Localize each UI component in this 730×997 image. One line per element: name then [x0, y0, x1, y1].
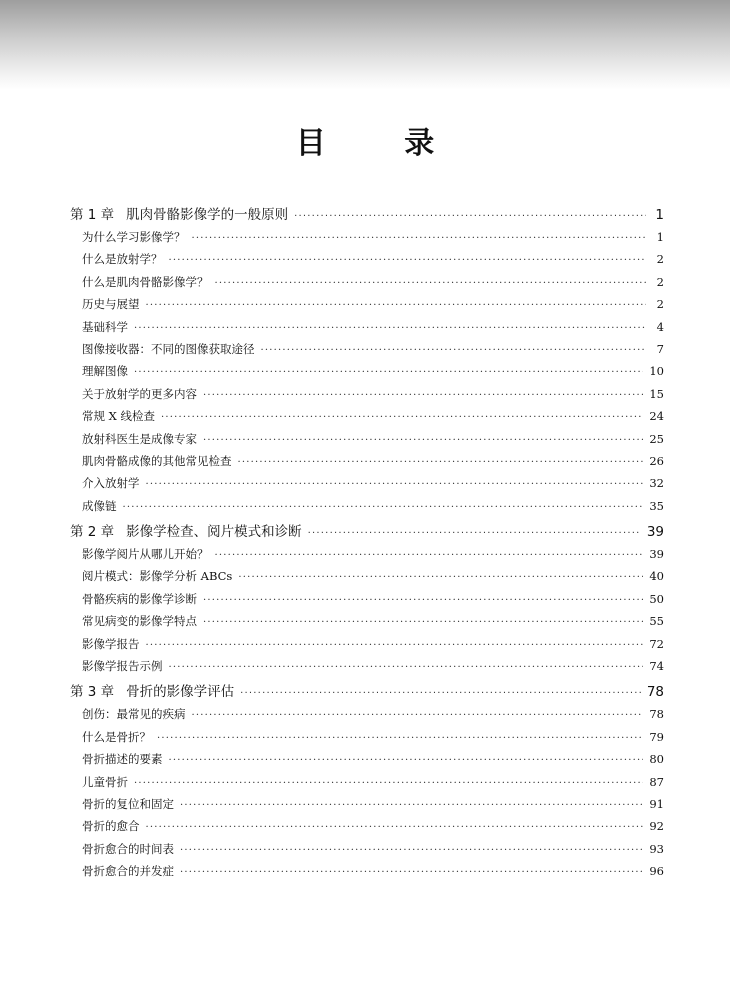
dot-leader — [146, 300, 647, 311]
dot-leader — [169, 255, 647, 266]
page-number: 1 — [656, 230, 664, 244]
dot-leader — [294, 211, 646, 222]
page-number: 1 — [655, 207, 664, 223]
section-title: 介入放射学 — [82, 476, 140, 491]
section-entry[interactable] — [70, 706, 664, 728]
page-number: 79 — [649, 729, 664, 744]
dot-leader — [240, 688, 641, 699]
section-title: 影像学报告 — [82, 636, 140, 651]
section-title: 常规 X 线检查 — [82, 409, 155, 424]
page-number: 2 — [656, 274, 664, 289]
dot-leader — [146, 640, 644, 651]
section-title: 什么是放射学？ — [82, 252, 163, 267]
section-entry[interactable] — [70, 296, 664, 318]
table-of-contents — [70, 203, 664, 886]
dot-leader — [215, 278, 647, 289]
dot-leader — [161, 412, 643, 423]
dot-leader — [203, 617, 643, 628]
page-title: 目 录 — [295, 126, 469, 161]
section-entry[interactable] — [70, 475, 664, 497]
scan-top-shadow — [0, 0, 730, 90]
page-number: 39 — [649, 547, 664, 562]
page-number: 26 — [649, 453, 664, 468]
page-number: 91 — [649, 796, 664, 811]
section-title: 什么是骨折？ — [82, 729, 151, 744]
page-number: 2 — [656, 297, 664, 312]
section-title: 常见病变的影像学特点 — [82, 614, 197, 629]
section-title: 理解图像 — [82, 364, 128, 379]
section-title: 骨折描述的要素 — [82, 752, 163, 767]
page-number: 25 — [649, 431, 664, 446]
page-number: 7 — [656, 341, 664, 356]
dot-leader — [180, 800, 643, 811]
section-entry[interactable] — [70, 431, 664, 453]
page-number: 74 — [649, 659, 664, 674]
section-title: 影像学报告示例 — [82, 659, 163, 674]
section-entry[interactable] — [70, 863, 664, 885]
dot-leader — [169, 755, 644, 766]
dot-leader — [134, 367, 643, 378]
dot-leader — [146, 822, 644, 833]
section-entry[interactable] — [70, 751, 664, 773]
section-title: 为什么学习影像学？ — [82, 230, 186, 244]
section-title: 成像链 — [82, 498, 117, 513]
section-title: 基础科学 — [82, 319, 128, 334]
section-title: 骨骼疾病的影像学诊断 — [82, 591, 197, 606]
section-entry[interactable] — [70, 591, 664, 613]
dot-leader — [146, 479, 644, 490]
section-entry[interactable] — [70, 568, 664, 590]
dot-leader — [192, 233, 647, 244]
page-number: 35 — [649, 498, 664, 513]
chapter-entry[interactable] — [70, 203, 664, 229]
page-number: 96 — [649, 864, 664, 879]
section-title: 骨折的愈合 — [82, 819, 140, 834]
chapter-number: 第 1 章 — [70, 207, 115, 223]
chapter-number: 第 3 章 — [70, 684, 115, 701]
section-title: 骨折的复位和固定 — [82, 796, 174, 811]
section-title: 肌肉骨骼成像的其他常见检查 — [82, 453, 232, 468]
page-number: 15 — [649, 386, 664, 401]
page-number: 39 — [646, 524, 664, 541]
section-entry[interactable] — [70, 613, 664, 635]
page-number: 4 — [656, 319, 664, 334]
dot-leader — [203, 595, 643, 606]
dot-leader — [180, 845, 643, 856]
section-entry[interactable] — [70, 658, 664, 680]
page-number: 2 — [656, 252, 664, 267]
section-title: 什么是肌肉骨骼影像学？ — [82, 274, 209, 289]
section-entry[interactable] — [70, 818, 664, 840]
dot-leader — [157, 733, 643, 744]
section-entry[interactable] — [70, 841, 664, 863]
page-number: 78 — [649, 707, 664, 722]
section-entry[interactable] — [70, 251, 664, 273]
dot-leader — [123, 502, 644, 513]
page-number: 24 — [649, 409, 664, 424]
dot-leader — [203, 390, 643, 401]
dot-leader — [308, 528, 641, 539]
dot-leader — [203, 435, 643, 446]
section-title: 放射科医生是成像专家 — [82, 431, 197, 446]
page-number: 10 — [649, 364, 664, 379]
page-number: 40 — [649, 569, 664, 584]
section-entry[interactable] — [70, 363, 664, 385]
section-title: 骨折愈合的时间表 — [82, 841, 174, 856]
page-number: 80 — [649, 752, 664, 767]
section-title: 关于放射学的更多内容 — [82, 386, 197, 401]
section-title: 历史与展望 — [82, 297, 140, 312]
section-entry[interactable] — [70, 386, 664, 408]
page-number: 92 — [649, 819, 664, 834]
dot-leader — [215, 550, 644, 561]
section-entry[interactable] — [70, 636, 664, 658]
dot-leader — [134, 778, 643, 789]
section-entry[interactable] — [70, 796, 664, 818]
section-entry[interactable] — [70, 319, 664, 341]
section-title: 影像学阅片从哪儿开始？ — [82, 547, 209, 562]
dot-leader — [180, 867, 643, 878]
chapter-number: 第 2 章 — [70, 524, 115, 541]
section-title: 图像接收器：不同的图像获取途径 — [82, 341, 255, 356]
section-entry[interactable] — [70, 729, 664, 751]
dot-leader — [238, 572, 643, 583]
page-number: 93 — [649, 841, 664, 856]
section-title: 阅片模式：影像学分析 ABCs — [82, 569, 233, 584]
dot-leader — [192, 710, 644, 721]
chapter-title: 骨折的影像学评估 — [126, 684, 235, 701]
section-title: 创伤：最常见的疾病 — [82, 707, 186, 722]
chapter-title: 肌肉骨骼影像学的一般原则 — [126, 207, 289, 223]
section-entry[interactable] — [70, 274, 664, 296]
dot-leader — [169, 662, 644, 673]
page-number: 32 — [649, 476, 664, 491]
section-entry[interactable] — [70, 408, 664, 430]
dot-leader — [261, 345, 647, 356]
section-entry[interactable] — [70, 453, 664, 475]
page-number: 55 — [649, 614, 664, 629]
page-number: 87 — [649, 774, 664, 789]
section-title: 骨折愈合的并发症 — [82, 864, 174, 879]
section-title: 儿童骨折 — [82, 774, 128, 789]
page-number: 72 — [649, 636, 664, 651]
section-entry[interactable] — [70, 546, 664, 568]
chapter-entry[interactable] — [70, 680, 664, 706]
section-entry[interactable] — [70, 341, 664, 363]
dot-leader — [134, 323, 646, 334]
page-number: 50 — [649, 591, 664, 606]
dot-leader — [238, 457, 644, 468]
page-number: 78 — [646, 684, 664, 701]
section-entry[interactable] — [70, 229, 664, 251]
section-entry[interactable] — [70, 498, 664, 520]
section-entry[interactable] — [70, 774, 664, 796]
chapter-title: 影像学检查、阅片模式和诊断 — [126, 524, 302, 541]
chapter-entry[interactable] — [70, 520, 664, 546]
